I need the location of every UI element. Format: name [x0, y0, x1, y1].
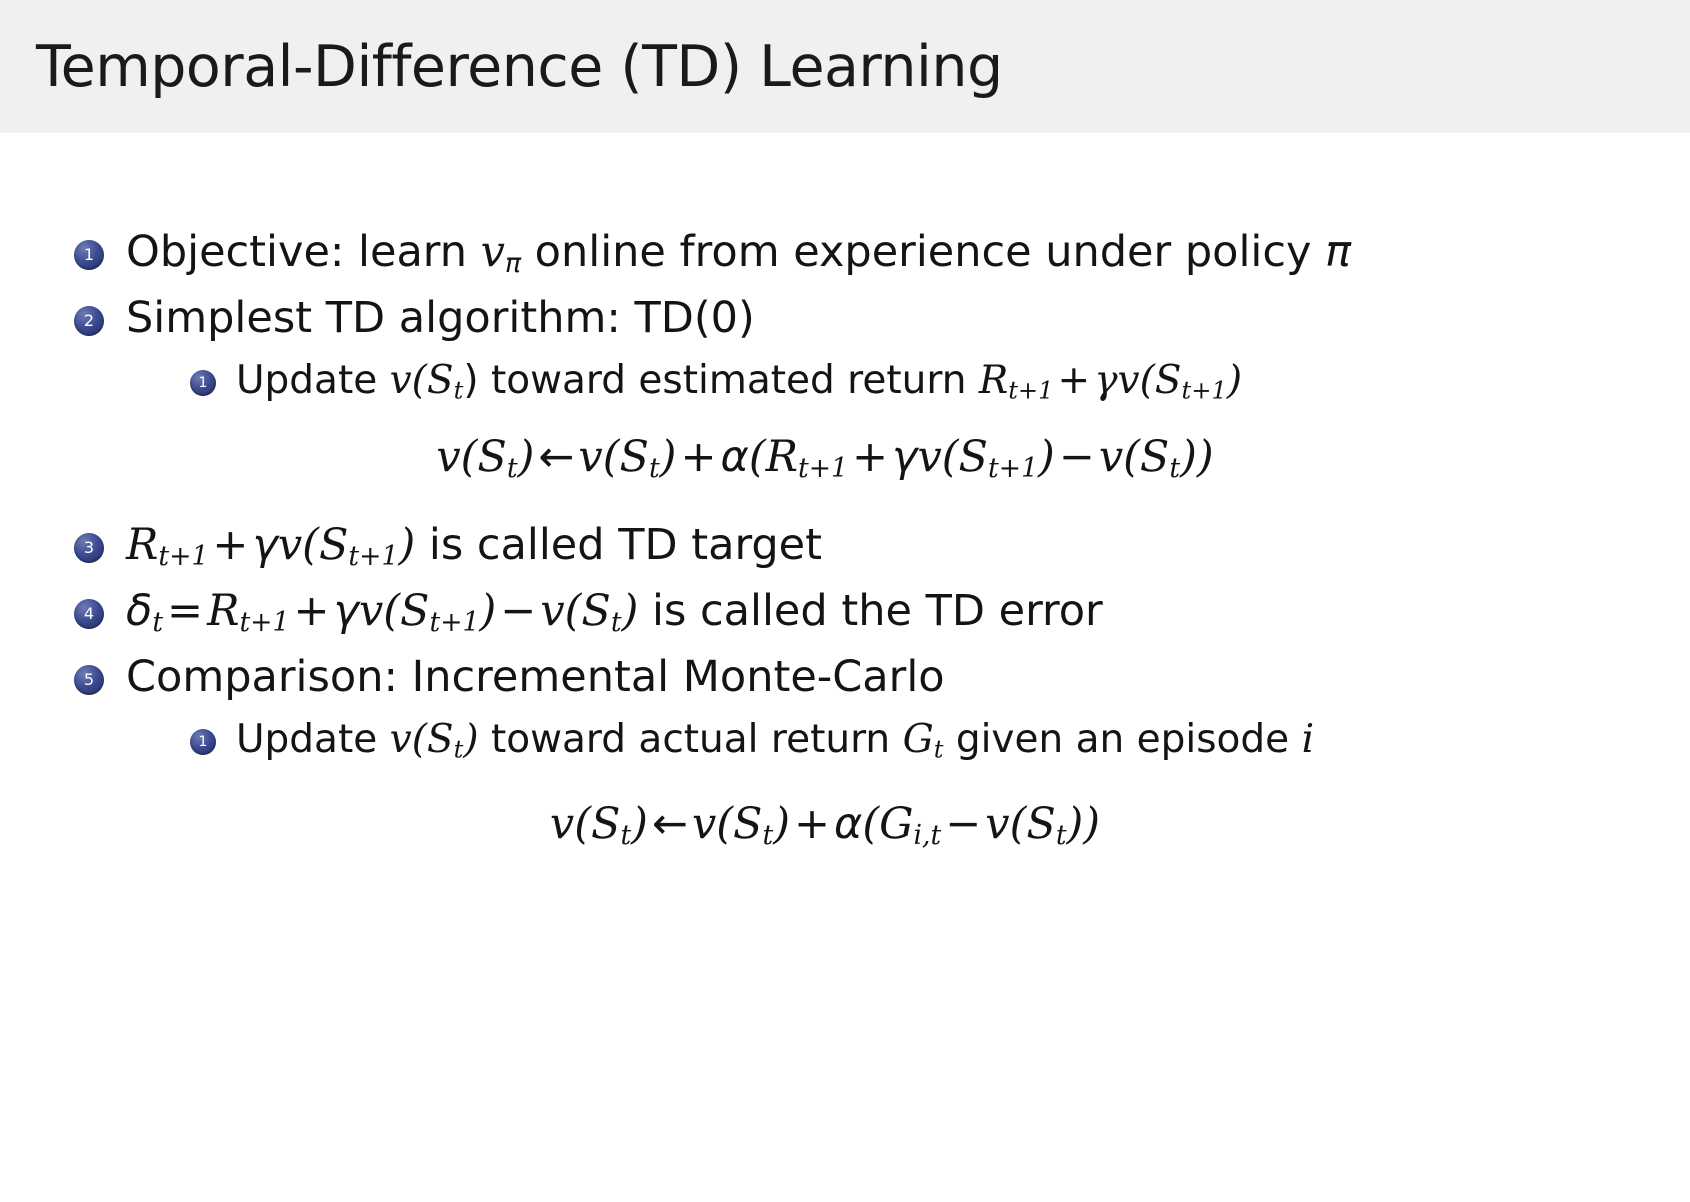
item1-pi: π [1325, 227, 1351, 277]
bullet-number-icon: 2 [74, 306, 104, 336]
list-item [60, 584, 1630, 640]
slide-title-bar [0, 0, 1690, 133]
td-target-label: is called TD target [428, 520, 823, 571]
equation-td0-update: $v(S_t)\leftarrow v(S_t)+\alpha(R_{t+1}+\gamma v(S_{t+1})-v(S_t))$ [436, 432, 1214, 485]
list-item [60, 650, 1630, 705]
list-item [60, 225, 1630, 281]
bullet-number-icon: 3 [74, 533, 104, 563]
bullet-number-icon: 1 [190, 729, 216, 755]
sub1-gammav: γv(S [1094, 358, 1182, 403]
sub-list-item [60, 356, 1630, 406]
toward-actual-label: toward actual return [490, 717, 891, 763]
sub-list-item [60, 715, 1630, 765]
list-item-text: $\delta_t=R_{t+1}+\gamma v(S_{t+1})-v(S_t)$ is called the TD error [126, 586, 1103, 638]
sub1-t: t [453, 376, 464, 405]
sub1-plus: + [1057, 358, 1091, 403]
list-item-text: Simplest TD algorithm: TD(0) [126, 292, 755, 343]
item1-sub-pi: π [504, 247, 522, 279]
sub1-mid: ) toward estimated return [463, 358, 979, 403]
sub1-rsub: t+1 [1008, 376, 1054, 405]
item1-before: Objective: learn [126, 227, 481, 277]
bullet-number-icon: 1 [190, 370, 216, 396]
td-error-label: is called the TD error [652, 586, 1103, 637]
sub1-r: R [978, 358, 1009, 403]
sub-list-item-text: Update $v(S_t)$ toward actual return $G_t$ given an episode i [236, 717, 1315, 764]
update-prefix-label: Update [236, 717, 378, 763]
page-title: Temporal-Difference (TD) Learning [36, 33, 1003, 100]
slide-body [0, 133, 1690, 851]
item1-v: v [480, 227, 505, 277]
sub1-close: ) [1226, 358, 1243, 403]
sub1-gsub: t+1 [1181, 376, 1227, 405]
sub1-vst: v(S [389, 358, 454, 403]
list-item [60, 518, 1630, 574]
list-item-text: Comparison: Incremental Monte-Carlo [126, 652, 945, 703]
given-episode-label: given an episode [955, 717, 1290, 763]
sub-list-item-text [236, 356, 1242, 406]
bullet-number-icon: 4 [74, 599, 104, 629]
equation-mc-update: $v(S_t)\leftarrow v(S_t)+\alpha(G_{i,t}-v(S_t))$ [549, 799, 1101, 852]
sub1-before: Update [236, 358, 390, 403]
list-item-text [126, 225, 1351, 281]
item1-middle: online from experience under policy [521, 227, 1326, 277]
bullet-number-icon: 1 [74, 240, 104, 270]
list-item-text: $R_{t+1}+\gamma v(S_{t+1})$ is called TD target [126, 520, 823, 572]
bullet-number-icon: 5 [74, 665, 104, 695]
list-item [60, 291, 1630, 346]
